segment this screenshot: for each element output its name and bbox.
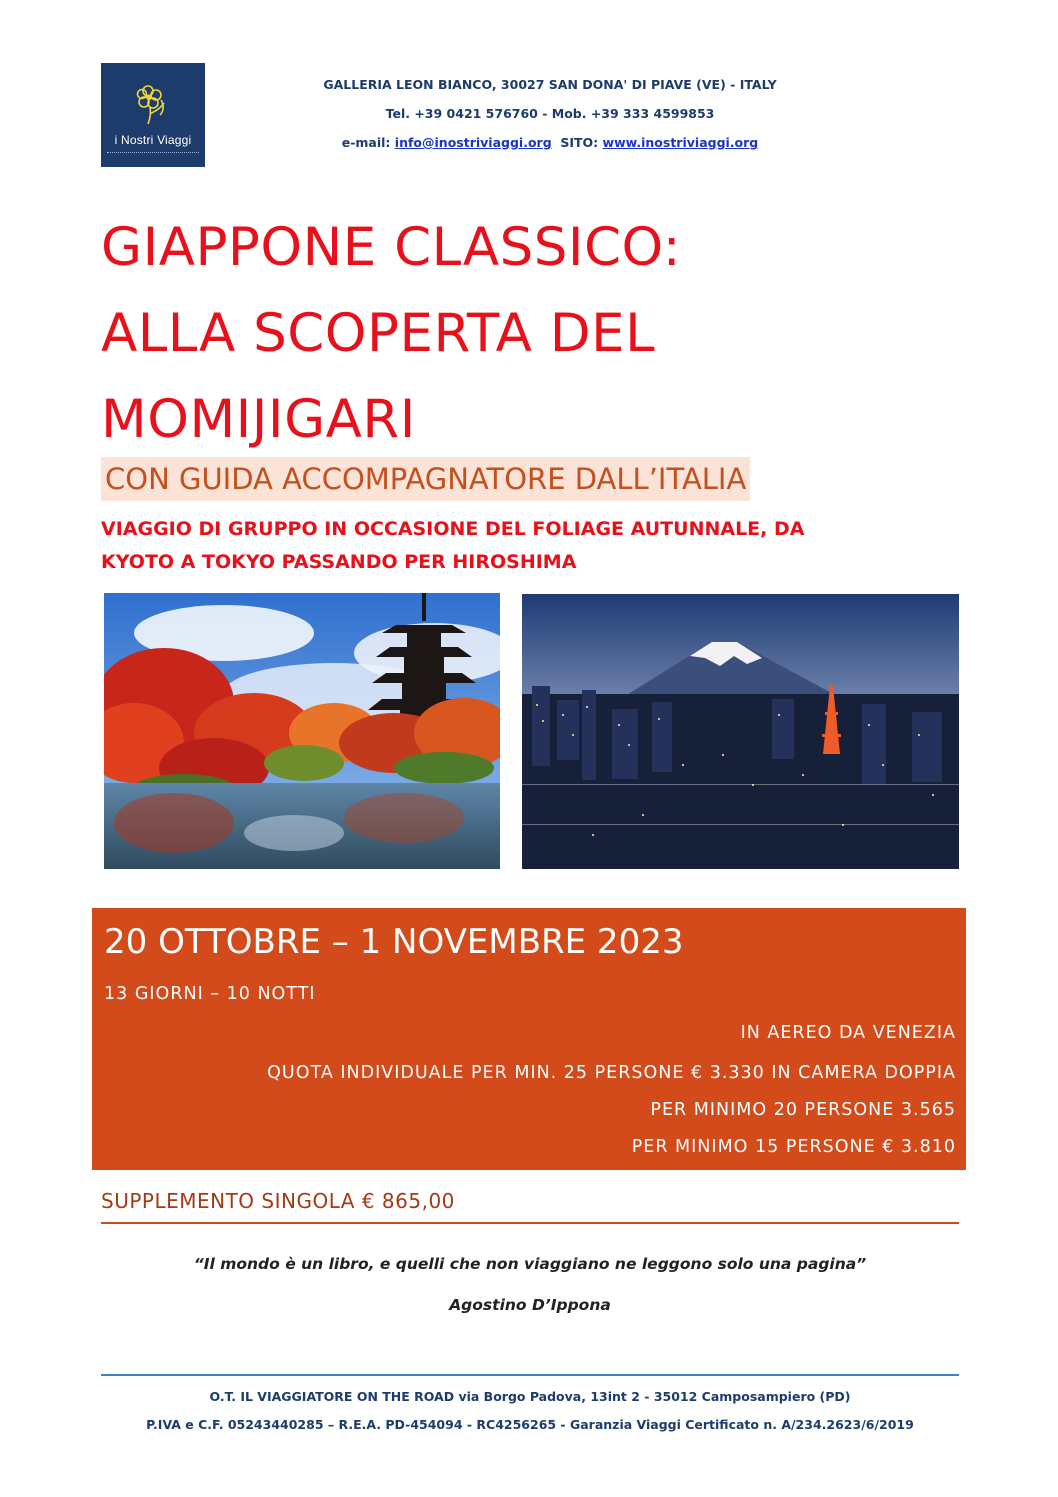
description-line-1: VIAGGIO DI GRUPPO IN OCCASIONE DEL FOLIAGE AUTUNNALE, DA [101, 518, 805, 540]
footer-line-2: P.IVA e C.F. 05243440285 – R.E.A. PD-454094 - RC4256265 - Garanzia Viaggi Certificato n. A/234.2623/6/2019 [146, 1417, 914, 1432]
price-min-20: PER MINIMO 20 PERSONE 3.565 [650, 1100, 956, 1120]
header-web [230, 128, 870, 157]
email-label: e-mail: [341, 135, 391, 150]
trip-dates: 20 OTTOBRE – 1 NOVEMBRE 2023 [104, 922, 684, 962]
footer-line-1: O.T. IL VIAGGIATORE ON THE ROAD via Borgo Padova, 13int 2 - 35012 Camposampiero (PD) [209, 1389, 851, 1404]
logo-tagline-rule [107, 152, 199, 155]
trip-duration: 13 GIORNI – 10 NOTTI [104, 984, 316, 1004]
header-address: GALLERIA LEON BIANCO, 30027 SAN DONA' DI PIAVE (VE) - ITALY [323, 77, 777, 92]
flower-icon [131, 81, 175, 125]
header-phone: Tel. +39 0421 576760 - Mob. +39 333 4599853 [385, 106, 715, 121]
dates-price-box [92, 908, 966, 1170]
price-min-25: QUOTA INDIVIDUALE PER MIN. 25 PERSONE € 3.330 IN CAMERA DOPPIA [267, 1063, 956, 1083]
footer-divider [101, 1374, 959, 1376]
kyoto-pagoda-photo [104, 593, 500, 869]
contact-header [230, 70, 870, 157]
description-line-2: KYOTO A TOKYO PASSANDO PER HIROSHIMA [101, 551, 577, 573]
price-min-15: PER MINIMO 15 PERSONE € 3.810 [631, 1137, 956, 1157]
logo-name: i Nostri Viaggi [114, 133, 192, 147]
tokyo-fuji-photo [522, 594, 959, 869]
trip-description [101, 513, 981, 579]
departure-info: IN AEREO DA VENEZIA [740, 1023, 956, 1043]
single-supplement: SUPPLEMENTO SINGOLA € 865,00 [101, 1189, 455, 1213]
title-line-3: MOMIJIGARI [101, 389, 416, 450]
footer [101, 1383, 959, 1439]
title-line-1: GIAPPONE CLASSICO: [101, 217, 682, 278]
quote-author: Agostino D’Ippona [449, 1296, 611, 1314]
subtitle-guide: CON GUIDA ACCOMPAGNATORE DALL’ITALIA [101, 457, 750, 501]
email-link[interactable]: info@inostriviaggi.org [394, 135, 552, 150]
website-link[interactable]: www.inostriviaggi.org [602, 135, 759, 150]
title-line-2: ALLA SCOPERTA DEL [101, 303, 656, 364]
quote-text: “Il mondo è un libro, e quelli che non viaggiano ne leggono solo una pagina” [193, 1255, 867, 1273]
page-title [101, 205, 981, 463]
site-label: SITO: [560, 135, 599, 150]
supplement-divider [101, 1222, 959, 1224]
company-logo [101, 63, 205, 167]
